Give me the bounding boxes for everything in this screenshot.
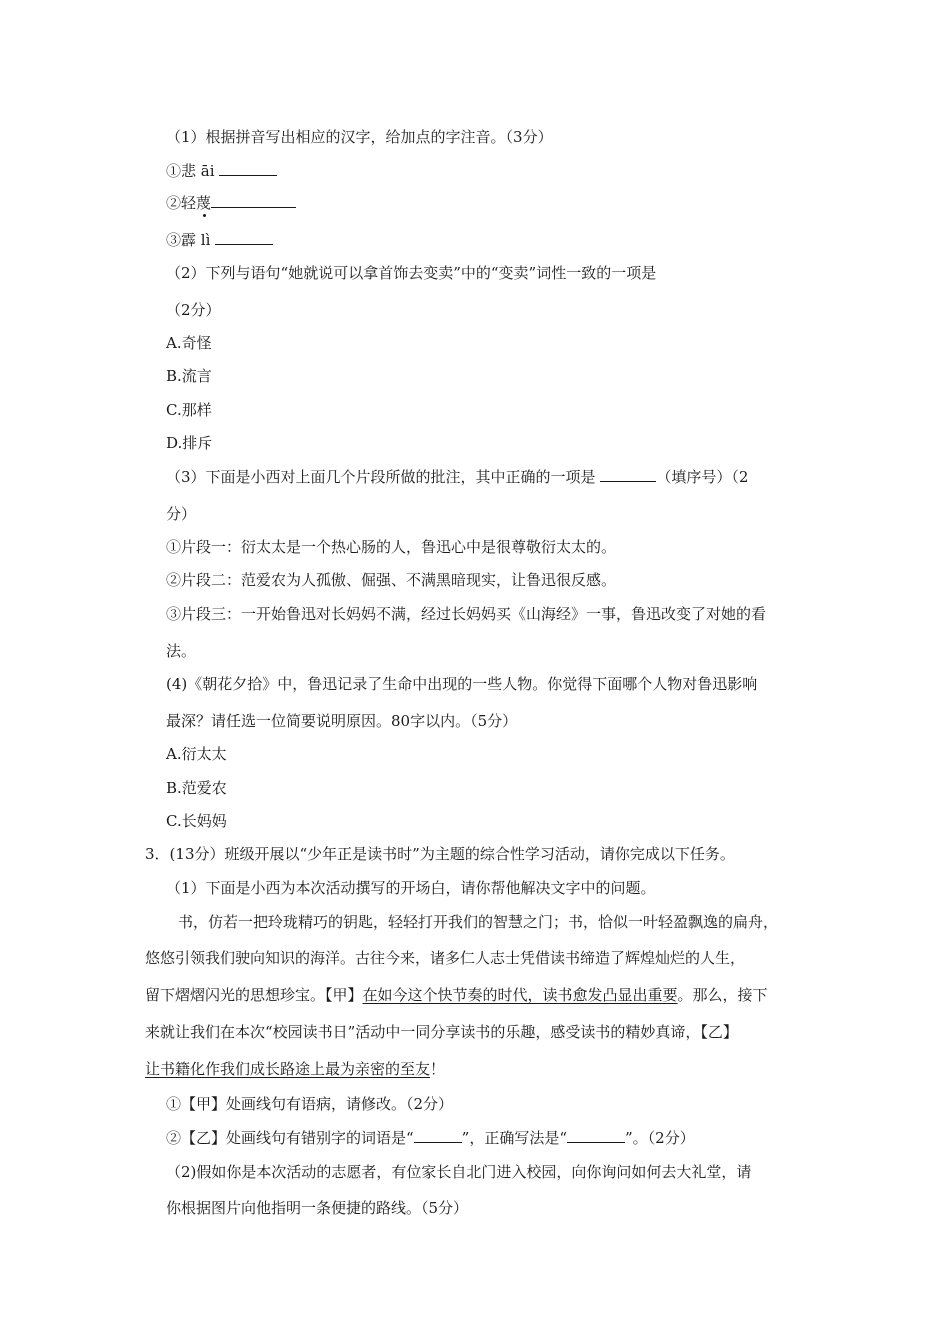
- q3-sub2-line1: （2)假如你是本次活动的志愿者，有位家长自北门进入校园，向你询问如何去大礼堂，请: [166, 1163, 752, 1181]
- annotation-item-cont: 法。: [166, 642, 197, 660]
- q3-sub1-prompt: （1）下面是小西为本次活动撰写的开场白，请你帮他解决文字中的问题。: [166, 879, 656, 897]
- q3-heading: 3．(13分）班级开展以“少年正是读书时”为主题的综合性学习活动，请你完成以下任务。: [145, 845, 735, 863]
- q2-sub1-item1: ①悲 āi: [166, 161, 277, 181]
- option-b: B.范爱农: [166, 779, 227, 797]
- q3-task1: ①【甲】处画线句有语病，请修改。（2分）: [166, 1095, 454, 1113]
- q2-sub1-prompt: （1）根据拼音写出相应的汉字，给加点的字注音。（3分）: [166, 128, 553, 146]
- option-d: D.排斥: [166, 434, 213, 452]
- answer-blank[interactable]: [600, 467, 656, 482]
- q2-sub3-prompt-line2: 分）: [166, 505, 197, 523]
- option-c: C.长妈妈: [166, 812, 227, 830]
- annotation-item: ③片段三：一开始鲁迅对长妈妈不满，经过长妈妈买《山海经》一事，鲁迅改变了对她的看: [166, 605, 767, 623]
- passage-line: 书，仿若一把玲珑精巧的钥匙，轻轻打开我们的智慧之门；书，恰似一叶轻盈飘逸的扁舟，: [178, 913, 779, 931]
- q2-sub1-item2: ②轻蔑: [166, 193, 296, 213]
- option-c: C.那样: [166, 401, 212, 419]
- q2-sub2-prompt-line1: （2）下列与语句“她就说可以拿首饰去变卖”中的“变卖”词性一致的一项是: [166, 264, 657, 282]
- passage-line: 悠悠引领我们驶向知识的海洋。古往今来，诸多仁人志士凭借读书缔造了辉煌灿烂的人生，: [145, 949, 746, 967]
- answer-blank[interactable]: [215, 230, 273, 245]
- answer-blank[interactable]: [414, 1128, 462, 1143]
- underlined-sentence-jia: 在如今这个快节奏的时代，读书愈发凸显出重要: [362, 986, 678, 1004]
- q2-sub4-prompt-line1: (4)《朝花夕拾》中，鲁迅记录了生命中出现的一些人物。你觉得下面哪个人物对鲁迅影响: [166, 675, 758, 693]
- q2-sub2-prompt-line2: （2分）: [166, 301, 221, 319]
- q3-task2: ②【乙】处画线句有错别字的词语是“ ”，正确写法是“ ”。（2分）: [166, 1129, 695, 1147]
- q2-sub3-prompt-line1: （3）下面是小西对上面几个片段所做的批注，其中正确的一项是 （填序号）（2: [166, 468, 749, 486]
- passage-line: 留下熠熠闪光的思想珍宝。【甲】在如今这个快节奏的时代，读书愈发凸显出重要。那么，接下: [145, 986, 768, 1004]
- option-a: A.奇怪: [166, 334, 212, 352]
- option-a: A.衍太太: [166, 745, 227, 763]
- answer-blank[interactable]: [211, 193, 296, 208]
- option-b: B.流言: [166, 367, 212, 385]
- q2-sub1-item3: ③霹 lì: [166, 230, 273, 250]
- passage-line: 让书籍化作我们成长路途上最为亲密的至友！: [145, 1060, 446, 1078]
- q2-sub4-prompt-line2: 最深？请任选一位简要说明原因。80字以内。（5分）: [166, 712, 518, 730]
- q3-sub2-line2: 你根据图片向他指明一条便捷的路线。（5分）: [166, 1199, 469, 1217]
- annotation-item: ①片段一：衍太太是一个热心肠的人，鲁迅心中是很尊敬衍太太的。: [166, 538, 617, 556]
- passage-line: 来就让我们在本次“校园读书日”活动中一同分享读书的乐趣，感受读书的精妙真谛，【乙】: [145, 1023, 738, 1041]
- answer-blank[interactable]: [219, 161, 277, 176]
- underlined-sentence-yi: 让书籍化作我们成长路途上最为亲密的至友: [145, 1060, 431, 1078]
- annotation-item: ②片段二：范爱农为人孤傲、倔强、不满黑暗现实，让鲁迅很反感。: [166, 571, 617, 589]
- answer-blank[interactable]: [567, 1128, 625, 1143]
